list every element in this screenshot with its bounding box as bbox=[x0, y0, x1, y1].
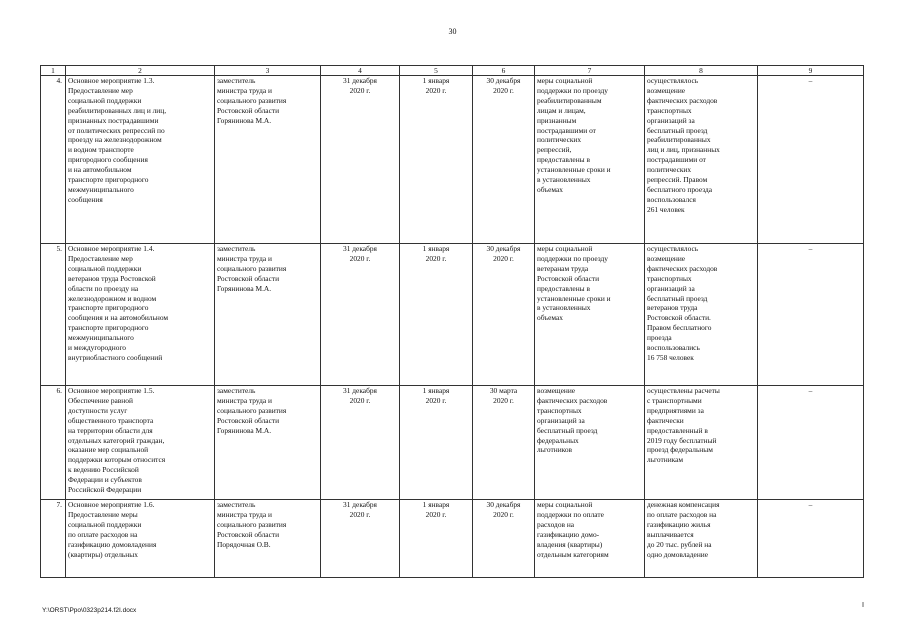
cell-line: Российской Федерации bbox=[68, 485, 142, 495]
cell-line: ветеранам труда bbox=[537, 263, 589, 273]
cell-line: льготников bbox=[537, 445, 573, 455]
cell-line: признанных пострадавшими bbox=[68, 115, 159, 125]
cell-line: и междугородного bbox=[68, 343, 126, 353]
cell-line: социального развития bbox=[217, 519, 287, 529]
cell-line: отдельных категорий граждан, bbox=[68, 435, 165, 445]
expected-result-cell bbox=[535, 386, 645, 500]
note-cell: – bbox=[758, 500, 864, 578]
cell-line: Основное мероприятие 1.4. bbox=[68, 244, 155, 253]
cell-line: Ростовской области. bbox=[647, 313, 711, 323]
footer-file-path: Y:\ORST\Ppo\0323p214.f2I.docx bbox=[42, 607, 137, 614]
cell-line: осуществлялось bbox=[647, 244, 699, 253]
cell-line: проезда bbox=[647, 333, 672, 343]
header-cell: 6 bbox=[473, 66, 535, 76]
footer-mark: ‖ bbox=[862, 601, 864, 609]
cell-line: реабилитированных лиц и лиц, bbox=[68, 105, 167, 115]
cell-line: поддержки по проезду bbox=[537, 85, 608, 95]
fact-end-date-cell bbox=[473, 386, 535, 500]
cell-line: фактических расходов bbox=[647, 95, 718, 105]
cell-line: транспортных bbox=[647, 273, 692, 283]
fact-start-date-cell bbox=[400, 386, 473, 500]
cell-line: Ростовской области bbox=[217, 529, 280, 539]
cell-line: предоставлены в bbox=[537, 283, 590, 293]
header-cell: 5 bbox=[400, 66, 473, 76]
cell-line: ветеранов труда bbox=[647, 303, 698, 313]
cell-line: Федерации и субъектов bbox=[68, 475, 142, 485]
responsible-cell bbox=[215, 500, 321, 578]
plan-end-date-cell bbox=[321, 500, 400, 578]
cell-line: к ведению Российской bbox=[68, 465, 139, 475]
cell-line: лиц и лиц, признанных bbox=[647, 145, 720, 155]
cell-line: железнодорожном и водном bbox=[68, 293, 157, 303]
header-cell: 8 bbox=[645, 66, 758, 76]
cell-line: Предоставление меры bbox=[68, 509, 138, 519]
note-cell: – bbox=[758, 244, 864, 386]
cell-line: Предоставление мер bbox=[68, 85, 133, 95]
note-cell: – bbox=[758, 76, 864, 244]
cell-line: проезд федеральным bbox=[647, 445, 713, 455]
cell-line: ветеранов труда Ростовской bbox=[68, 273, 156, 283]
cell-line: Горянинова М.А. bbox=[217, 425, 272, 435]
cell-line: осуществлены расчеты bbox=[647, 386, 720, 395]
cell-line: 2020 г. bbox=[425, 253, 447, 263]
cell-line: 30 декабря bbox=[486, 244, 521, 253]
cell-line: пострадавшими от bbox=[537, 125, 596, 135]
cell-line: с транспортными bbox=[647, 395, 702, 405]
cell-line: возмещение bbox=[537, 386, 576, 395]
event-cell bbox=[66, 386, 215, 500]
cell-line: реабилитированным bbox=[537, 95, 602, 105]
cell-line: 30 марта bbox=[489, 386, 518, 395]
cell-line: 2020 г. bbox=[349, 509, 371, 519]
cell-line: транспорте пригородного bbox=[68, 175, 149, 185]
cell-line: на территории области для bbox=[68, 425, 153, 435]
cell-line: газификацию домовладения bbox=[68, 539, 157, 549]
cell-line: социальной поддержки bbox=[68, 519, 142, 529]
cell-line: пострадавшими от bbox=[647, 155, 706, 165]
cell-line: и на автомобильном bbox=[68, 165, 132, 175]
cell-line: области по проезду на bbox=[68, 283, 139, 293]
cell-line: меры социальной bbox=[537, 500, 593, 509]
cell-line: министра труда и bbox=[217, 253, 272, 263]
cell-line: сообщения bbox=[68, 194, 103, 204]
cell-line: установленные сроки и bbox=[537, 165, 611, 175]
cell-line: по оплате расходов на bbox=[68, 529, 138, 539]
cell-line: общественного транспорта bbox=[68, 415, 154, 425]
fact-end-date-cell bbox=[473, 500, 535, 578]
cell-line: 1 января bbox=[422, 500, 450, 509]
cell-line: отдельным категориям bbox=[537, 549, 609, 559]
cell-line: Основное мероприятие 1.3. bbox=[68, 76, 155, 85]
cell-line: репрессий. Правом bbox=[647, 175, 708, 185]
cell-line: межмуниципального bbox=[68, 333, 134, 343]
cell-line: фактических расходов bbox=[537, 395, 608, 405]
cell-line: Горянинова М.А. bbox=[217, 283, 272, 293]
cell-line: 16 758 человек bbox=[647, 352, 694, 362]
cell-line: социальной поддержки bbox=[68, 95, 142, 105]
cell-line: 261 человек bbox=[647, 204, 685, 214]
actual-result-cell bbox=[645, 500, 758, 578]
cell-line: воспользовался bbox=[647, 194, 696, 204]
responsible-cell bbox=[215, 76, 321, 244]
cell-line: Порядочная О.В. bbox=[217, 539, 271, 549]
table-row bbox=[41, 500, 864, 578]
fact-start-date-cell bbox=[400, 76, 473, 244]
cell-line: 31 декабря bbox=[343, 76, 377, 85]
event-cell bbox=[66, 500, 215, 578]
actual-result-cell bbox=[645, 244, 758, 386]
cell-line: 31 декабря bbox=[343, 500, 377, 509]
cell-line: социальной поддержки bbox=[68, 263, 142, 273]
cell-line: министра труда и bbox=[217, 509, 272, 519]
expected-result-cell bbox=[535, 244, 645, 386]
cell-line: 2020 г. bbox=[493, 253, 514, 263]
cell-line: 31 декабря bbox=[343, 386, 377, 395]
cell-line: признанным bbox=[537, 115, 577, 125]
cell-line: денежная компенсация bbox=[647, 500, 720, 509]
row-number: 5. bbox=[41, 244, 66, 386]
cell-line: оказание мер социальной bbox=[68, 445, 149, 455]
cell-line: выплачивается bbox=[647, 529, 694, 539]
cell-line: льготникам bbox=[647, 455, 684, 465]
cell-line: Ростовской области bbox=[217, 415, 280, 425]
cell-line: одно домовладение bbox=[647, 549, 709, 559]
fact-start-date-cell bbox=[400, 500, 473, 578]
fact-end-date-cell bbox=[473, 76, 535, 244]
cell-line: объемах bbox=[537, 313, 563, 323]
cell-line: Основное мероприятие 1.5. bbox=[68, 386, 155, 395]
row-number: 4. bbox=[41, 76, 66, 244]
cell-line: (квартиры) отдельных bbox=[68, 549, 138, 559]
cell-line: предприятиями за bbox=[647, 405, 704, 415]
cell-line: Основное мероприятие 1.6. bbox=[68, 500, 155, 509]
cell-line: федеральных bbox=[537, 435, 579, 445]
cell-line: возмещение bbox=[647, 85, 686, 95]
cell-line: сообщения и на автомобильном bbox=[68, 313, 169, 323]
cell-line: Ростовской области bbox=[217, 273, 280, 283]
cell-line: фактических расходов bbox=[647, 263, 718, 273]
cell-line: 2020 г. bbox=[493, 509, 514, 519]
cell-line: до 20 тыс. рублей на bbox=[647, 539, 712, 549]
cell-line: от политических репрессий по bbox=[68, 125, 165, 135]
cell-line: организаций за bbox=[537, 415, 585, 425]
cell-line: транспорте пригородного bbox=[68, 303, 149, 313]
cell-line: заместитель bbox=[217, 386, 256, 395]
cell-line: заместитель bbox=[217, 500, 256, 509]
cell-line: 30 декабря bbox=[486, 76, 521, 85]
actual-result-cell bbox=[645, 386, 758, 500]
cell-line: возмещение bbox=[647, 253, 686, 263]
cell-line: 31 декабря bbox=[343, 244, 377, 253]
cell-line: воспользовались bbox=[647, 343, 700, 353]
cell-line: меры социальной bbox=[537, 244, 593, 253]
header-cell: 4 bbox=[321, 66, 400, 76]
actual-result-cell bbox=[645, 76, 758, 244]
cell-line: 1 января bbox=[422, 244, 450, 253]
cell-line: фактически bbox=[647, 415, 684, 425]
cell-line: по оплате расходов на bbox=[647, 509, 717, 519]
table-row bbox=[41, 76, 864, 244]
cell-line: социального развития bbox=[217, 405, 287, 415]
row-number: 7. bbox=[41, 500, 66, 578]
cell-line: бесплатного проезда bbox=[647, 184, 713, 194]
header-cell: 2 bbox=[66, 66, 215, 76]
event-cell bbox=[66, 76, 215, 244]
row-number: 6. bbox=[41, 386, 66, 500]
cell-line: владения (квартиры) bbox=[537, 539, 603, 549]
cell-line: политических bbox=[647, 165, 692, 175]
cell-line: 2020 г. bbox=[425, 395, 447, 405]
expected-result-cell bbox=[535, 500, 645, 578]
cell-line: организаций за bbox=[647, 115, 695, 125]
page-number: 30 bbox=[448, 27, 457, 36]
cell-line: межмуниципального bbox=[68, 184, 134, 194]
cell-line: в установленных bbox=[537, 303, 591, 313]
cell-line: 2020 г. bbox=[425, 509, 447, 519]
cell-line: транспортных bbox=[647, 105, 692, 115]
cell-line: поддержки по проезду bbox=[537, 253, 608, 263]
event-cell bbox=[66, 244, 215, 386]
header-cell: 3 bbox=[215, 66, 321, 76]
cell-line: социального развития bbox=[217, 263, 287, 273]
cell-line: внутриобластного сообщений bbox=[68, 352, 163, 362]
cell-line: 2020 г. bbox=[493, 85, 514, 95]
cell-line: осуществлялось bbox=[647, 76, 699, 85]
cell-line: в установленных bbox=[537, 175, 591, 185]
cell-line: пригородного сообщения bbox=[68, 155, 148, 165]
cell-line: заместитель bbox=[217, 244, 256, 253]
responsible-cell bbox=[215, 244, 321, 386]
cell-line: заместитель bbox=[217, 76, 256, 85]
fact-start-date-cell bbox=[400, 244, 473, 386]
plan-end-date-cell bbox=[321, 386, 400, 500]
cell-line: министра труда и bbox=[217, 85, 272, 95]
header-cell: 7 bbox=[535, 66, 645, 76]
plan-end-date-cell bbox=[321, 76, 400, 244]
cell-line: политических bbox=[537, 135, 582, 145]
cell-line: Ростовской области bbox=[217, 105, 280, 115]
cell-line: репрессий, bbox=[537, 145, 572, 155]
cell-line: министра труда и bbox=[217, 395, 272, 405]
cell-line: 30 декабря bbox=[486, 500, 521, 509]
cell-line: газификацию жилья bbox=[647, 519, 711, 529]
cell-line: Ростовской области bbox=[537, 273, 600, 283]
header-cell: 9 bbox=[758, 66, 864, 76]
cell-line: 2020 г. bbox=[349, 85, 371, 95]
cell-line: меры социальной bbox=[537, 76, 593, 85]
cell-line: поддержки по оплате bbox=[537, 509, 604, 519]
note-cell: – bbox=[758, 386, 864, 500]
cell-line: 2019 году бесплатный bbox=[647, 435, 717, 445]
cell-line: проезду на железнодорожном bbox=[68, 135, 162, 145]
cell-line: реабилитированных bbox=[647, 135, 711, 145]
report-table bbox=[40, 65, 864, 578]
cell-line: 1 января bbox=[422, 386, 450, 395]
cell-line: газификацию домо- bbox=[537, 529, 600, 539]
cell-line: 2020 г. bbox=[349, 253, 371, 263]
cell-line: 2020 г. bbox=[493, 395, 514, 405]
cell-line: и водном транспорте bbox=[68, 145, 134, 155]
cell-line: 2020 г. bbox=[425, 85, 447, 95]
cell-line: установленные сроки и bbox=[537, 293, 611, 303]
table-header-row bbox=[41, 66, 864, 76]
cell-line: Обеспечение равной bbox=[68, 395, 133, 405]
cell-line: организаций за bbox=[647, 283, 695, 293]
cell-line: расходов на bbox=[537, 519, 575, 529]
cell-line: транспорте пригородного bbox=[68, 323, 149, 333]
cell-line: бесплатный проезд bbox=[647, 125, 708, 135]
cell-line: Правом бесплатного bbox=[647, 323, 712, 333]
cell-line: доступности услуг bbox=[68, 405, 128, 415]
cell-line: Предоставление мер bbox=[68, 253, 133, 263]
cell-line: бесплатный проезд bbox=[537, 425, 598, 435]
cell-line: лицам и лицам, bbox=[537, 105, 586, 115]
responsible-cell bbox=[215, 386, 321, 500]
fact-end-date-cell bbox=[473, 244, 535, 386]
table-row bbox=[41, 244, 864, 386]
cell-line: 2020 г. bbox=[349, 395, 371, 405]
table-row bbox=[41, 386, 864, 500]
cell-line: предоставлены в bbox=[537, 155, 590, 165]
cell-line: предоставленный в bbox=[647, 425, 708, 435]
cell-line: транспортных bbox=[537, 405, 582, 415]
cell-line: бесплатный проезд bbox=[647, 293, 708, 303]
cell-line: Горянинова М.А. bbox=[217, 115, 272, 125]
cell-line: 1 января bbox=[422, 76, 450, 85]
cell-line: объемах bbox=[537, 184, 563, 194]
plan-end-date-cell bbox=[321, 244, 400, 386]
header-cell: 1 bbox=[41, 66, 66, 76]
cell-line: поддержки которым относится bbox=[68, 455, 166, 465]
expected-result-cell bbox=[535, 76, 645, 244]
cell-line: социального развития bbox=[217, 95, 287, 105]
